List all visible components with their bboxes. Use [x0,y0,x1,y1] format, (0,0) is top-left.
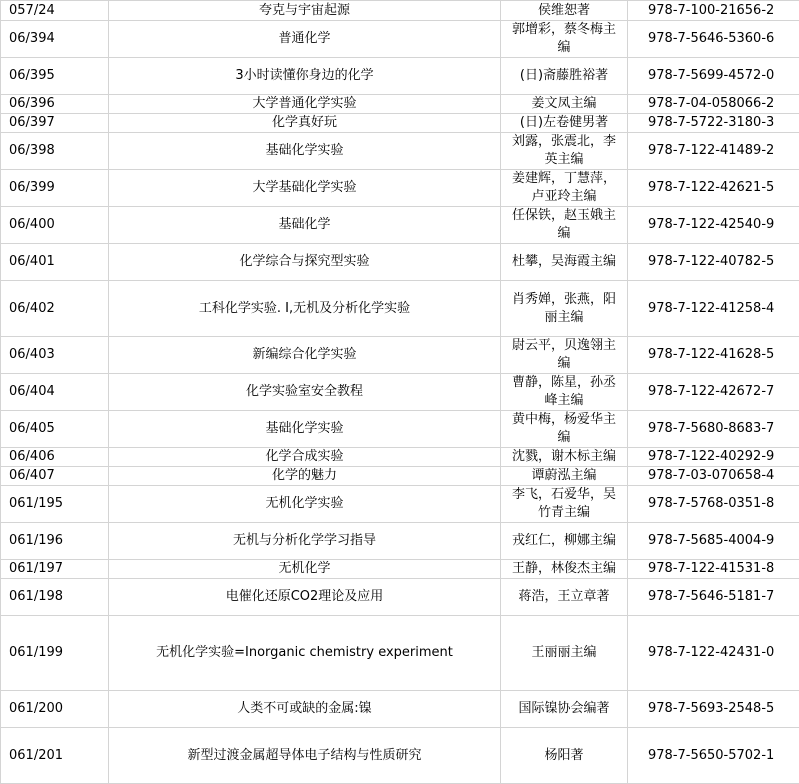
call-number-cell: 06/397 [1,114,109,133]
title-cell: 新编综合化学实验 [109,337,501,374]
title-cell: 化学综合与探究型实验 [109,244,501,281]
call-number-cell: 06/403 [1,337,109,374]
table-row [1,58,799,95]
table-row [1,467,799,486]
isbn-cell: 978-7-5646-5181-7 [628,579,799,616]
author-text: 郭增彩，蔡冬梅主编 [509,21,619,57]
title-cell: 化学合成实验 [109,448,501,467]
isbn-cell: 978-7-122-42672-7 [628,374,799,411]
call-number-cell: 061/200 [1,691,109,728]
call-number-cell: 06/406 [1,448,109,467]
author-cell [501,560,628,579]
author-cell [501,728,628,784]
author-text: (日)斋藤胜裕著 [509,67,619,85]
author-text: 谭蔚泓主编 [509,467,619,485]
author-cell [501,244,628,281]
author-text: 曹静，陈星，孙丞峰主编 [509,374,619,410]
call-number-cell: 061/198 [1,579,109,616]
table-row [1,133,799,170]
isbn-cell: 978-7-5680-8683-7 [628,411,799,448]
author-text: 侯维恕著 [509,2,619,20]
author-cell [501,467,628,486]
author-cell [501,411,628,448]
author-text: 杜攀，吴海霞主编 [509,253,619,271]
author-text: 李飞，石爱华，吴竹青主编 [509,486,619,522]
title-cell: 工科化学实验. Ⅰ,无机及分析化学实验 [109,281,501,337]
table-row [1,1,799,21]
author-text: 刘露，张震北，李英主编 [509,133,619,169]
title-cell: 夸克与宇宙起源 [109,1,501,21]
call-number-cell: 06/401 [1,244,109,281]
author-text: 国际镍协会编著 [509,700,619,718]
title-cell: 无机化学实验 [109,486,501,523]
table-row [1,21,799,58]
isbn-cell: 978-7-122-40782-5 [628,244,799,281]
isbn-cell: 978-7-122-42540-9 [628,207,799,244]
call-number-cell: 06/398 [1,133,109,170]
title-cell: 电催化还原CO2理论及应用 [109,579,501,616]
title-cell: 化学的魅力 [109,467,501,486]
isbn-cell: 978-7-5722-3180-3 [628,114,799,133]
table-row [1,486,799,523]
call-number-cell: 06/395 [1,58,109,95]
title-cell: 基础化学 [109,207,501,244]
table-row [1,114,799,133]
title-cell: 新型过渡金属超导体电子结构与性质研究 [109,728,501,784]
call-number-cell: 06/394 [1,21,109,58]
author-text: 姜建辉，丁慧萍，卢亚玲主编 [509,170,619,206]
isbn-cell: 978-7-122-41531-8 [628,560,799,579]
call-number-cell: 06/407 [1,467,109,486]
table-row [1,374,799,411]
table-row [1,579,799,616]
author-cell [501,58,628,95]
table-row [1,448,799,467]
table-row [1,337,799,374]
author-cell [501,448,628,467]
table-row [1,523,799,560]
table-row [1,411,799,448]
author-cell [501,1,628,21]
author-cell [501,207,628,244]
author-cell [501,579,628,616]
table-row [1,691,799,728]
title-cell: 普通化学 [109,21,501,58]
isbn-cell: 978-7-122-41258-4 [628,281,799,337]
isbn-cell: 978-7-5646-5360-6 [628,21,799,58]
call-number-cell: 061/199 [1,616,109,691]
title-cell: 无机化学实验=Inorganic chemistry experiment [109,616,501,691]
author-cell [501,691,628,728]
author-cell [501,21,628,58]
table-row [1,244,799,281]
author-cell [501,523,628,560]
table-row [1,170,799,207]
author-text: 王静，林俊杰主编 [509,560,619,578]
author-text: (日)左卷健男著 [509,114,619,132]
isbn-cell: 978-7-100-21656-2 [628,1,799,21]
title-cell: 人类不可或缺的金属:镍 [109,691,501,728]
author-cell [501,374,628,411]
isbn-cell: 978-7-5685-4004-9 [628,523,799,560]
title-cell: 基础化学实验 [109,411,501,448]
title-cell: 大学基础化学实验 [109,170,501,207]
isbn-cell: 978-7-03-070658-4 [628,467,799,486]
table-row [1,95,799,114]
author-cell [501,114,628,133]
isbn-cell: 978-7-122-42621-5 [628,170,799,207]
isbn-cell: 978-7-5768-0351-8 [628,486,799,523]
table-row [1,207,799,244]
table-row [1,616,799,691]
call-number-cell: 06/402 [1,281,109,337]
title-cell: 3小时读懂你身边的化学 [109,58,501,95]
call-number-cell: 06/396 [1,95,109,114]
table-row [1,281,799,337]
author-text: 王丽丽主编 [509,644,619,662]
author-cell [501,95,628,114]
call-number-cell: 061/195 [1,486,109,523]
title-cell: 基础化学实验 [109,133,501,170]
title-cell: 化学真好玩 [109,114,501,133]
call-number-cell: 057/24 [1,1,109,21]
author-cell [501,486,628,523]
title-cell: 大学普通化学实验 [109,95,501,114]
call-number-cell: 06/404 [1,374,109,411]
author-text: 肖秀婵，张燕，阳丽主编 [509,291,619,327]
author-cell [501,170,628,207]
call-number-cell: 06/400 [1,207,109,244]
call-number-cell: 06/399 [1,170,109,207]
author-text: 姜文凤主编 [509,95,619,113]
author-text: 沈戮，谢木标主编 [509,448,619,466]
call-number-cell: 061/197 [1,560,109,579]
isbn-cell: 978-7-5693-2548-5 [628,691,799,728]
author-text: 蒋浩，王立章著 [509,588,619,606]
call-number-cell: 061/196 [1,523,109,560]
isbn-cell: 978-7-122-40292-9 [628,448,799,467]
table-row [1,560,799,579]
isbn-cell: 978-7-122-41628-5 [628,337,799,374]
isbn-cell: 978-7-5699-4572-0 [628,58,799,95]
author-text: 杨阳著 [509,747,619,765]
isbn-cell: 978-7-5650-5702-1 [628,728,799,784]
author-text: 戎红仁，柳娜主编 [509,532,619,550]
author-cell [501,616,628,691]
author-cell [501,337,628,374]
author-cell [501,133,628,170]
title-cell: 化学实验室安全教程 [109,374,501,411]
author-text: 尉云平，贝逸翎主编 [509,337,619,373]
author-cell [501,281,628,337]
title-cell: 无机与分析化学学习指导 [109,523,501,560]
isbn-cell: 978-7-04-058066-2 [628,95,799,114]
table-row [1,728,799,784]
title-cell: 无机化学 [109,560,501,579]
author-text: 任保铁，赵玉娥主编 [509,207,619,243]
isbn-cell: 978-7-122-42431-0 [628,616,799,691]
isbn-cell: 978-7-122-41489-2 [628,133,799,170]
call-number-cell: 061/201 [1,728,109,784]
call-number-cell: 06/405 [1,411,109,448]
author-text: 黄中梅，杨爱华主编 [509,411,619,447]
